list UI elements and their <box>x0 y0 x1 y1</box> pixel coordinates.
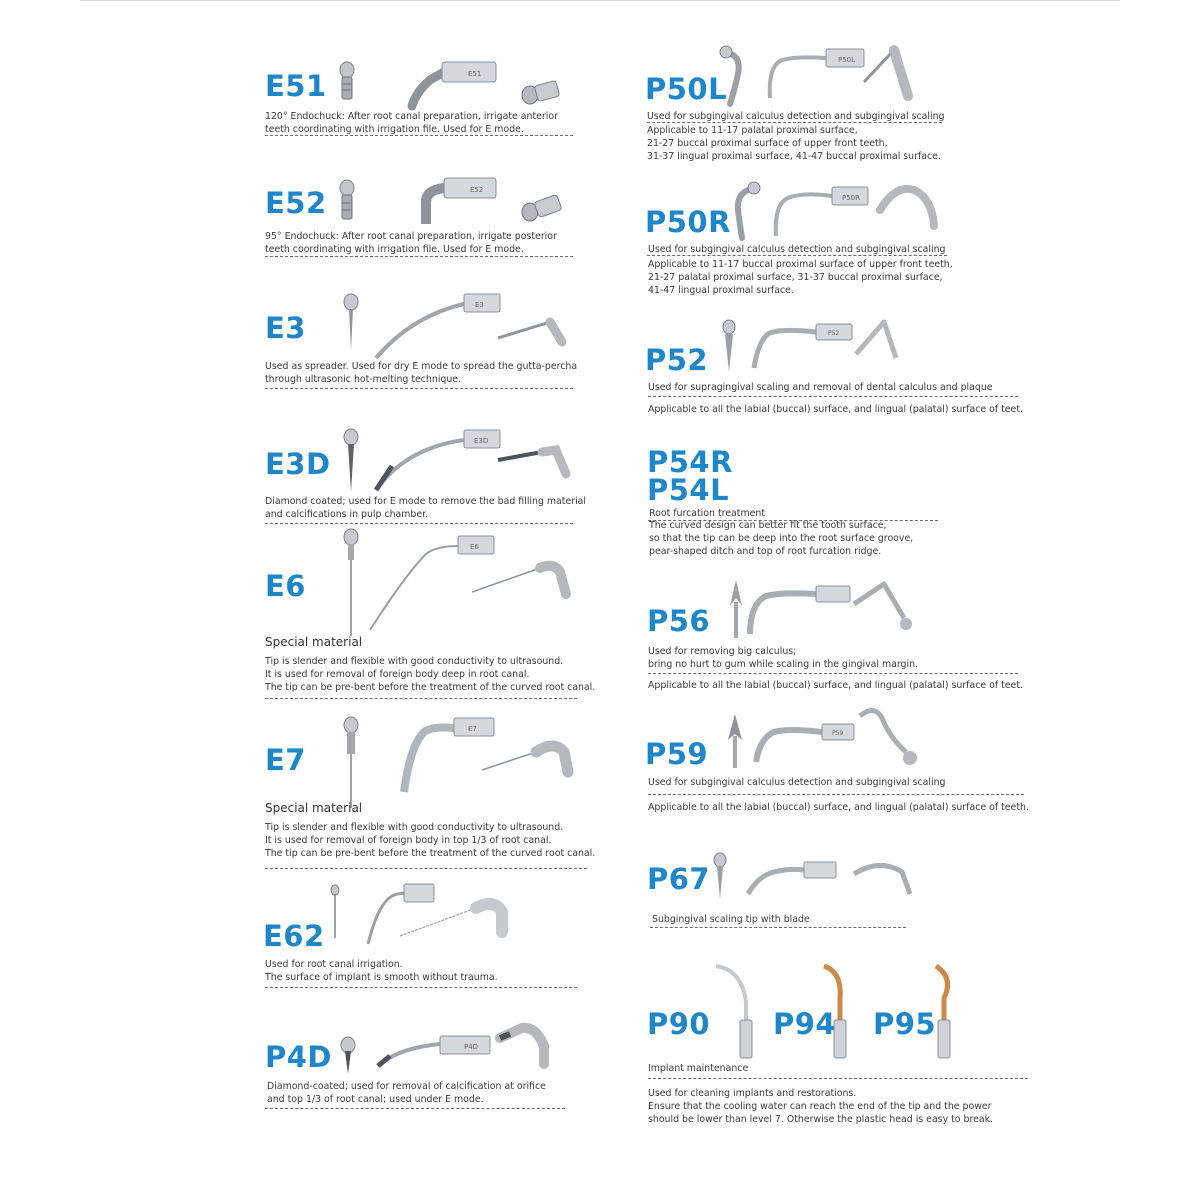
desc-line: The curved design can better fit the tooth surface, <box>649 520 887 531</box>
product-code-p52: P52 <box>645 343 709 377</box>
desc-line: Tip is slender and flexible with good conductivity to ultrasound. <box>265 822 564 833</box>
svg-text:E3D: E3D <box>474 437 489 445</box>
description-p50l <box>647 124 941 164</box>
line1-p50l: Used for subgingival calculus detection and subgingival scaling <box>647 111 945 122</box>
irrigation-tip-icon <box>328 884 342 940</box>
diamond-angled-icon <box>496 1022 552 1070</box>
desc-line: Applicable to 11-17 palatal proximal surface, <box>647 125 858 136</box>
divider <box>265 1108 565 1109</box>
product-code-p54r: P54R <box>647 445 733 479</box>
divider <box>265 698 577 699</box>
desc-line: and calcifications in pulp chamber. <box>265 509 429 521</box>
scaler-tip-icon <box>726 578 746 640</box>
desc-line: pear-shaped ditch and top of root furcation ridge. <box>649 546 882 558</box>
description-e51 <box>265 110 558 136</box>
svg-text:P50R: P50R <box>842 194 860 202</box>
line1-p50r: Used for subgingival calculus detection and subgingival scaling <box>648 244 946 255</box>
spreader-tip-icon <box>340 293 362 353</box>
divider <box>648 396 1018 397</box>
desc-line: through ultrasonic hot-melting technique. <box>265 374 462 386</box>
divider <box>265 256 573 257</box>
description-e52 <box>265 230 557 256</box>
product-code-e3: E3 <box>265 311 306 345</box>
scaler-side-icon <box>744 858 838 898</box>
scaler-angled-icon <box>850 856 918 898</box>
description-p50r <box>648 258 953 298</box>
desc-line: 41-47 lingual proximal surface. <box>648 285 794 297</box>
product-code-p56: P56 <box>647 604 711 638</box>
scaler-side-icon <box>752 718 856 766</box>
product-code-p59: P59 <box>645 737 709 771</box>
product-code-p4d: P4D <box>265 1040 333 1074</box>
line1-p59: Used for subgingival calculus detection and subgingival scaling <box>648 777 946 788</box>
line1-p90: Implant maintenance <box>648 1063 749 1074</box>
description-e7 <box>265 821 595 861</box>
desc-line: It is used for removal of foreign body in top 1/3 of root canal. <box>265 835 552 847</box>
diamond-tip-icon <box>340 428 362 494</box>
svg-text:P52: P52 <box>828 330 840 337</box>
divider <box>265 523 573 524</box>
desc-line: The surface of implant is smooth without trauma. <box>265 972 498 984</box>
section-heading-e7: Special material <box>265 801 363 815</box>
endochuck-front-icon <box>334 58 360 106</box>
scaler-side-icon <box>766 46 866 102</box>
scaler-tip-icon <box>710 852 730 902</box>
diamond-angled-icon <box>496 444 572 484</box>
endochuck-front-icon <box>334 176 360 224</box>
desc-line: teeth coordinating with irrigation file. Used for E mode. <box>265 244 524 256</box>
scaler-tip-icon <box>718 318 740 374</box>
line1-p67: Subgingival scaling tip with blade <box>652 914 810 925</box>
divider <box>265 135 573 136</box>
divider <box>265 388 573 389</box>
desc-line: Tip is slender and flexible with good conductivity to ultrasound. <box>265 656 564 667</box>
scaler-tip-icon <box>716 44 746 106</box>
implant-tip-p90-icon <box>712 962 762 1062</box>
scaler-side-icon <box>772 184 870 240</box>
desc-line: 21-27 palatal proximal surface, 31-37 buccal proximal surface, <box>648 272 943 284</box>
endochuck-side-e51-icon <box>408 58 498 110</box>
scaler-angled-icon <box>860 46 918 102</box>
line1-p52: Used for supragingival scaling and removal of dental calculus and plaque <box>648 382 993 393</box>
divider <box>647 255 947 256</box>
divider <box>648 1078 1028 1079</box>
endochuck-angled-icon <box>520 192 564 226</box>
svg-text:E6: E6 <box>470 543 479 551</box>
scaler-tip-icon <box>730 180 764 240</box>
section-heading-e6: Special material <box>265 635 363 649</box>
svg-text:P50L: P50L <box>838 56 856 64</box>
desc-line: 120° Endochuck: After root canal preparation, irrigate anterior <box>265 111 558 122</box>
svg-text:E52: E52 <box>470 186 484 194</box>
description-e3d <box>265 495 586 521</box>
description-p56 <box>648 645 918 671</box>
desc-line: 95° Endochuck: After root canal preparation, irrigate posterior <box>265 231 557 242</box>
desc-line: and top 1/3 of root canal; used under E mode. <box>267 1094 484 1106</box>
endochuck-side-e52-icon <box>414 176 498 228</box>
desc-line: bring no hurt to gum while scaling in the gingival margin. <box>648 659 919 671</box>
svg-text:P59: P59 <box>832 730 844 737</box>
desc-line: Diamond coated; used for E mode to remove the bad filling material <box>265 496 587 507</box>
product-code-e3d: E3D <box>265 447 331 481</box>
desc-line: The tip can be pre-bent before the treatment of the curved root canal. <box>265 848 596 860</box>
product-code-p50l: P50L <box>645 72 728 106</box>
line2-p56: Applicable to all the labial (buccal) surface, and lingual (palatal) surface of teet. <box>648 680 1023 691</box>
diamond-side-icon <box>374 1034 492 1070</box>
description-p54 <box>649 519 913 559</box>
desc-line: It is used for removal of foreign body deep in root canal. <box>265 669 530 681</box>
product-code-p94: P94 <box>773 1007 837 1041</box>
scaler-angled-icon <box>856 702 926 768</box>
desc-line: 21-27 buccal proximal surface of upper front teeth, <box>647 138 888 150</box>
diamond-side-icon <box>372 428 502 494</box>
desc-line: Used as spreader. Used for dry E mode to spread the gutta-percha <box>265 361 578 372</box>
description-e3 <box>265 360 577 386</box>
line1-p54: Root furcation treatment <box>649 508 765 519</box>
spreader-side-icon <box>372 292 502 362</box>
description-p90 <box>648 1087 993 1127</box>
desc-line: should be lower than level 7. Otherwise the plastic head is easy to break. <box>648 1114 994 1126</box>
desc-line: Used for cleaning implants and restorations. <box>648 1088 857 1099</box>
svg-text:E51: E51 <box>468 70 482 78</box>
product-code-p54l: P54L <box>647 473 730 507</box>
file-tip-icon <box>340 528 362 638</box>
divider <box>648 794 1024 795</box>
product-code-e62: E62 <box>263 919 325 953</box>
product-code-e51: E51 <box>265 69 327 103</box>
desc-line: Used for root canal irrigation. <box>265 959 403 970</box>
scaler-angled-icon <box>852 318 906 366</box>
divider <box>648 673 1018 674</box>
divider <box>265 868 587 869</box>
line2-p59: Applicable to all the labial (buccal) surface, and lingual (palatal) surface of teeth. <box>648 802 1029 813</box>
file-angled-icon <box>480 734 574 784</box>
divider <box>647 122 942 123</box>
desc-line: 31-37 lingual proximal surface, 41-47 buccal proximal surface. <box>647 151 941 163</box>
svg-text:E7: E7 <box>468 725 477 733</box>
scaler-tip-icon <box>724 712 746 770</box>
product-code-e6: E6 <box>265 569 306 603</box>
diamond-tip-icon <box>338 1036 358 1076</box>
svg-text:P4D: P4D <box>464 1043 479 1051</box>
spreader-angled-icon <box>496 310 572 350</box>
top-rule <box>80 0 1120 1</box>
product-code-p95: P95 <box>873 1007 937 1041</box>
desc-line: Diamond-coated; used for removal of calcification at orifice <box>267 1081 546 1092</box>
desc-line: so that the tip can be deep into the root surface groove, <box>649 533 914 545</box>
scaler-angled-icon <box>850 578 920 634</box>
desc-line: Ensure that the cooling water can reach the end of the tip and the power <box>648 1101 992 1113</box>
file-angled-icon <box>470 556 574 606</box>
desc-line: Used for removing big calculus; <box>648 646 797 657</box>
divider <box>265 987 577 988</box>
irrigation-angled-icon <box>398 892 510 942</box>
file-tip-icon <box>340 716 362 810</box>
description-e6 <box>265 655 595 695</box>
desc-line: The tip can be pre-bent before the treatment of the curved root canal. <box>265 682 596 694</box>
line2-p52: Applicable to all the labial (buccal) surface, and lingual (palatal) surface of teet. <box>648 404 1023 415</box>
desc-line: teeth coordinating with irrigation file. Used for E mode. <box>265 124 524 136</box>
endochuck-angled-icon <box>520 75 562 109</box>
scaler-side-icon <box>746 582 852 638</box>
scaler-angled-icon <box>876 180 944 236</box>
product-code-p67: P67 <box>647 862 711 896</box>
description-p4d <box>267 1080 546 1106</box>
desc-line: Applicable to 11-17 buccal proximal surface of upper front teeth, <box>648 259 953 270</box>
description-e62 <box>265 958 498 984</box>
product-code-p90: P90 <box>647 1007 711 1041</box>
product-code-p50r: P50R <box>645 205 731 239</box>
product-code-e7: E7 <box>265 743 306 777</box>
divider <box>650 927 906 928</box>
scaler-side-icon <box>750 320 854 372</box>
svg-text:E3: E3 <box>475 301 484 309</box>
product-code-e52: E52 <box>265 186 327 220</box>
